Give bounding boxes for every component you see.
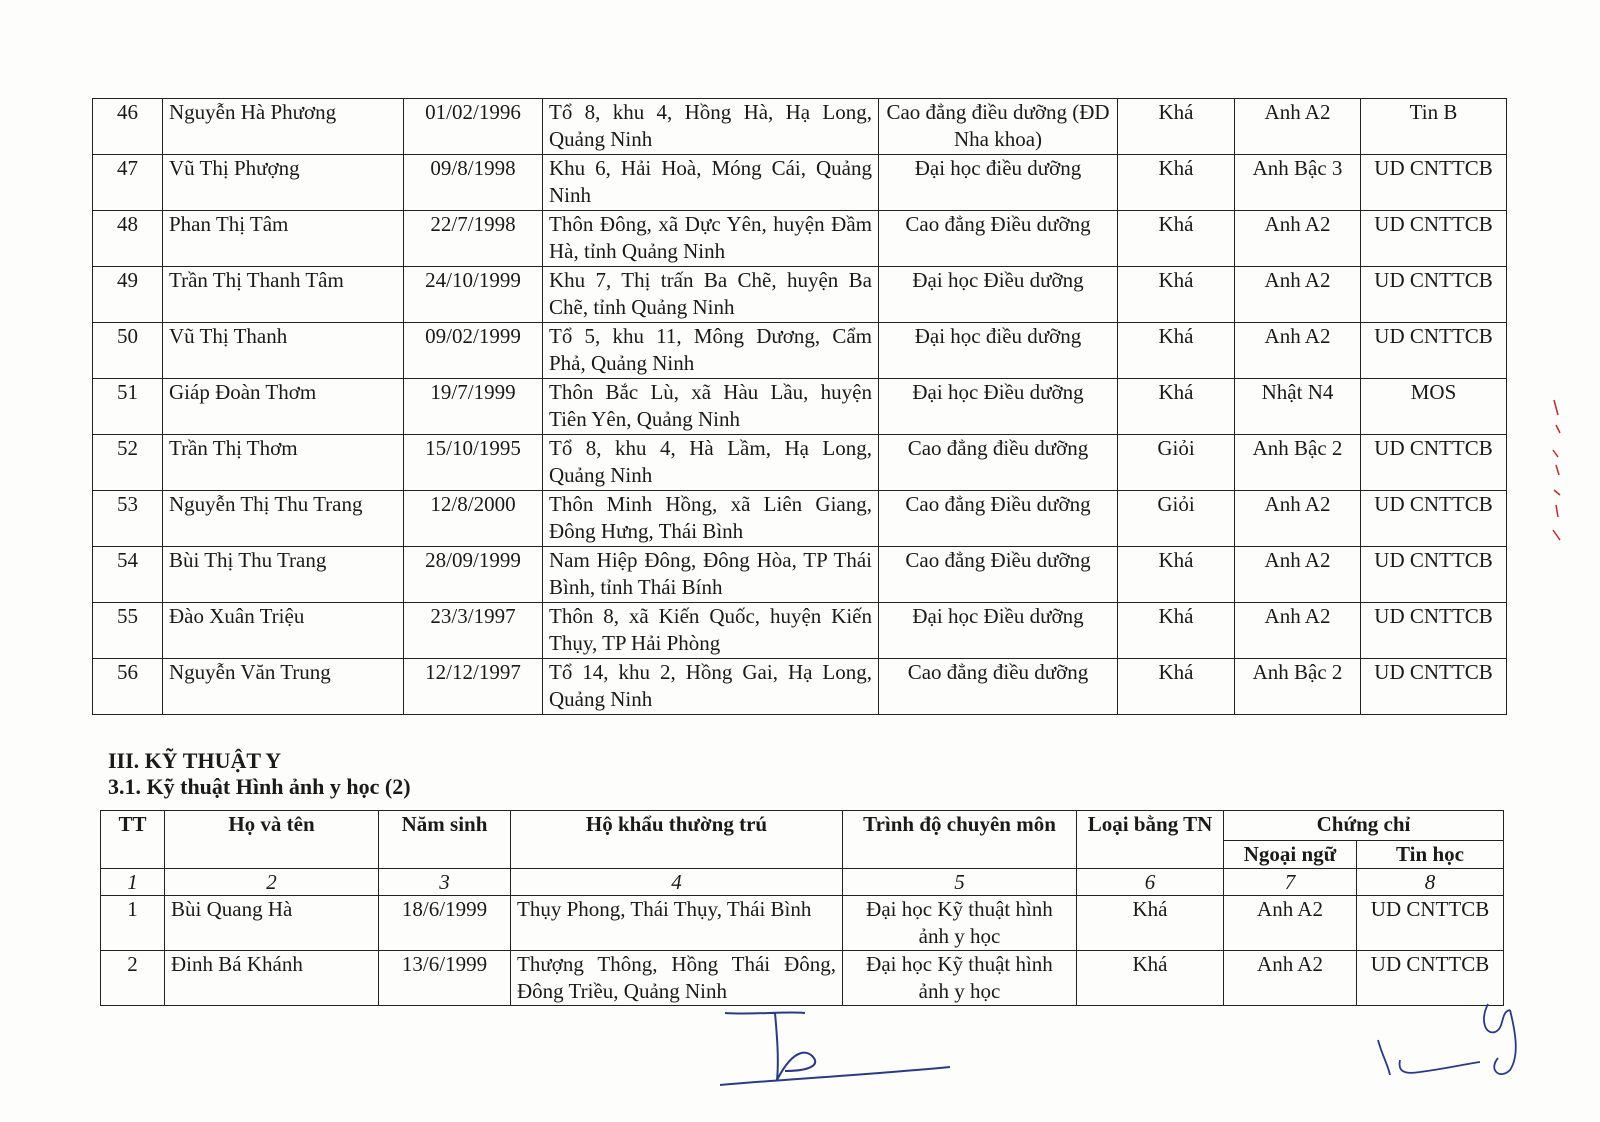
permanent-address: Tổ 5, khu 11, Mông Dương, Cẩm Phả, Quảng Ninh [543,323,879,379]
birth-date: 09/8/1998 [404,155,543,211]
it-certificate: UD CNTTCB [1361,323,1507,379]
language-certificate: Anh A2 [1224,951,1357,1006]
header-it: Tin học [1357,841,1504,869]
full-name: Phan Thị Tâm [163,211,404,267]
degree-rank: Giỏi [1118,435,1235,491]
permanent-address: Thôn Bắc Lù, xã Hàu Lầu, huyện Tiên Yên, Quảng Ninh [543,379,879,435]
permanent-address: Khu 6, Hải Hoà, Móng Cái, Quảng Ninh [543,155,879,211]
signature-right [1360,1000,1540,1085]
subsection-heading: 3.1. Kỹ thuật Hình ảnh y học (2) [108,774,411,799]
table-row [93,547,1507,603]
row-number: 56 [93,659,163,715]
table-row [93,323,1507,379]
it-certificate: UD CNTTCB [1361,435,1507,491]
it-certificate: UD CNTTCB [1361,211,1507,267]
it-certificate: Tin B [1361,99,1507,155]
column-number: 3 [379,869,511,896]
language-certificate: Anh A2 [1235,211,1361,267]
qualification: Đại học Kỹ thuật hình ảnh y học [843,951,1077,1006]
it-certificate: UD CNTTCB [1357,951,1504,1006]
section-heading: III. KỸ THUẬT Y [108,748,282,773]
full-name: Trần Thị Thanh Tâm [163,267,404,323]
degree-rank: Khá [1118,603,1235,659]
language-certificate: Anh A2 [1235,99,1361,155]
row-number: 46 [93,99,163,155]
permanent-address: Thụy Phong, Thái Thụy, Thái Bình [511,896,843,951]
qualification: Cao đẳng Điều dưỡng [879,491,1118,547]
qualification: Cao đẳng điều dưỡng [879,435,1118,491]
birth-date: 18/6/1999 [379,896,511,951]
birth-date: 01/02/1996 [404,99,543,155]
table-row [93,211,1507,267]
it-certificate: UD CNTTCB [1361,267,1507,323]
degree-rank: Khá [1118,323,1235,379]
it-certificate: UD CNTTCB [1361,491,1507,547]
header-dob: Năm sinh [379,811,511,869]
column-number: 5 [843,869,1077,896]
row-number: 1 [101,896,165,951]
it-certificate: MOS [1361,379,1507,435]
column-number: 2 [165,869,379,896]
permanent-address: Tổ 14, khu 2, Hồng Gai, Hạ Long, Quảng Ninh [543,659,879,715]
degree-rank: Khá [1077,896,1224,951]
birth-date: 28/09/1999 [404,547,543,603]
permanent-address: Nam Hiệp Đông, Đông Hòa, TP Thái Bình, tỉnh Thái Bính [543,547,879,603]
qualification: Đại học điều dưỡng [879,323,1118,379]
degree-rank: Khá [1118,379,1235,435]
language-certificate: Anh Bậc 2 [1235,435,1361,491]
degree-rank: Khá [1118,99,1235,155]
column-number: 1 [101,869,165,896]
full-name: Vũ Thị Thanh [163,323,404,379]
header-rank: Loại bằng TN [1077,811,1224,869]
permanent-address: Tổ 8, khu 4, Hồng Hà, Hạ Long, Quảng Ninh [543,99,879,155]
full-name: Vũ Thị Phượng [163,155,404,211]
table-row [101,951,1504,1006]
birth-date: 23/3/1997 [404,603,543,659]
column-number: 4 [511,869,843,896]
permanent-address: Tổ 8, khu 4, Hà Lầm, Hạ Long, Quảng Ninh [543,435,879,491]
language-certificate: Anh A2 [1235,267,1361,323]
table-row [93,99,1507,155]
qualification: Đại học Kỹ thuật hình ảnh y học [843,896,1077,951]
header-certificates: Chứng chỉ [1224,811,1504,841]
qualification: Đại học Điều dưỡng [879,267,1118,323]
language-certificate: Anh A2 [1235,491,1361,547]
row-number: 54 [93,547,163,603]
full-name: Nguyễn Thị Thu Trang [163,491,404,547]
birth-date: 09/02/1999 [404,323,543,379]
candidate-table-nursing [92,98,1507,715]
degree-rank: Khá [1118,211,1235,267]
birth-date: 13/6/1999 [379,951,511,1006]
it-certificate: UD CNTTCB [1361,659,1507,715]
full-name: Nguyễn Văn Trung [163,659,404,715]
header-language: Ngoại ngữ [1224,841,1357,869]
degree-rank: Khá [1118,155,1235,211]
row-number: 50 [93,323,163,379]
table-row [93,491,1507,547]
row-number: 49 [93,267,163,323]
row-number: 48 [93,211,163,267]
header-address: Hộ khẩu thường trú [511,811,843,869]
language-certificate: Anh A2 [1224,896,1357,951]
birth-date: 12/12/1997 [404,659,543,715]
it-certificate: UD CNTTCB [1357,896,1504,951]
row-number: 52 [93,435,163,491]
full-name: Giáp Đoàn Thơm [163,379,404,435]
row-number: 51 [93,379,163,435]
table-row [93,659,1507,715]
header-name: Họ và tên [165,811,379,869]
header-degree: Trình độ chuyên môn [843,811,1077,869]
row-number: 2 [101,951,165,1006]
permanent-address: Thượng Thông, Hồng Thái Đông, Đông Triều, Quảng Ninh [511,951,843,1006]
full-name: Nguyễn Hà Phương [163,99,404,155]
qualification: Cao đẳng Điều dưỡng [879,211,1118,267]
permanent-address: Khu 7, Thị trấn Ba Chẽ, huyện Ba Chẽ, tỉnh Quảng Ninh [543,267,879,323]
birth-date: 22/7/1998 [404,211,543,267]
full-name: Bùi Thị Thu Trang [163,547,404,603]
qualification: Đại học Điều dưỡng [879,603,1118,659]
full-name: Đào Xuân Triệu [163,603,404,659]
birth-date: 15/10/1995 [404,435,543,491]
column-number: 8 [1357,869,1504,896]
it-certificate: UD CNTTCB [1361,547,1507,603]
qualification: Cao đẳng điều dưỡng (ĐD Nha khoa) [879,99,1118,155]
table-row [93,155,1507,211]
it-certificate: UD CNTTCB [1361,603,1507,659]
qualification: Cao đẳng Điều dưỡng [879,547,1118,603]
table-row [101,896,1504,951]
permanent-address: Thôn Đông, xã Dực Yên, huyện Đầm Hà, tỉnh Quảng Ninh [543,211,879,267]
full-name: Trần Thị Thơm [163,435,404,491]
margin-mark [1548,395,1568,555]
column-number: 6 [1077,869,1224,896]
language-certificate: Anh Bậc 3 [1235,155,1361,211]
it-certificate: UD CNTTCB [1361,155,1507,211]
candidate-table-imaging [100,810,1504,1006]
language-certificate: Anh A2 [1235,603,1361,659]
degree-rank: Khá [1118,547,1235,603]
qualification: Đại học điều dưỡng [879,155,1118,211]
degree-rank: Giỏi [1118,491,1235,547]
degree-rank: Khá [1077,951,1224,1006]
column-number: 7 [1224,869,1357,896]
row-number: 55 [93,603,163,659]
birth-date: 12/8/2000 [404,491,543,547]
qualification: Đại học Điều dưỡng [879,379,1118,435]
table-row [93,603,1507,659]
header-tt: TT [101,811,165,869]
degree-rank: Khá [1118,659,1235,715]
full-name: Đinh Bá Khánh [165,951,379,1006]
signature-left [715,1005,955,1095]
full-name: Bùi Quang Hà [165,896,379,951]
table-row [93,435,1507,491]
language-certificate: Anh Bậc 2 [1235,659,1361,715]
row-number: 53 [93,491,163,547]
birth-date: 19/7/1999 [404,379,543,435]
permanent-address: Thôn Minh Hồng, xã Liên Giang, Đông Hưng, Thái Bình [543,491,879,547]
table-row [93,267,1507,323]
table-row [93,379,1507,435]
birth-date: 24/10/1999 [404,267,543,323]
column-number-row [101,869,1504,896]
language-certificate: Anh A2 [1235,323,1361,379]
degree-rank: Khá [1118,267,1235,323]
permanent-address: Thôn 8, xã Kiến Quốc, huyện Kiến Thụy, TP Hải Phòng [543,603,879,659]
row-number: 47 [93,155,163,211]
language-certificate: Nhật N4 [1235,379,1361,435]
language-certificate: Anh A2 [1235,547,1361,603]
qualification: Cao đẳng điều dưỡng [879,659,1118,715]
